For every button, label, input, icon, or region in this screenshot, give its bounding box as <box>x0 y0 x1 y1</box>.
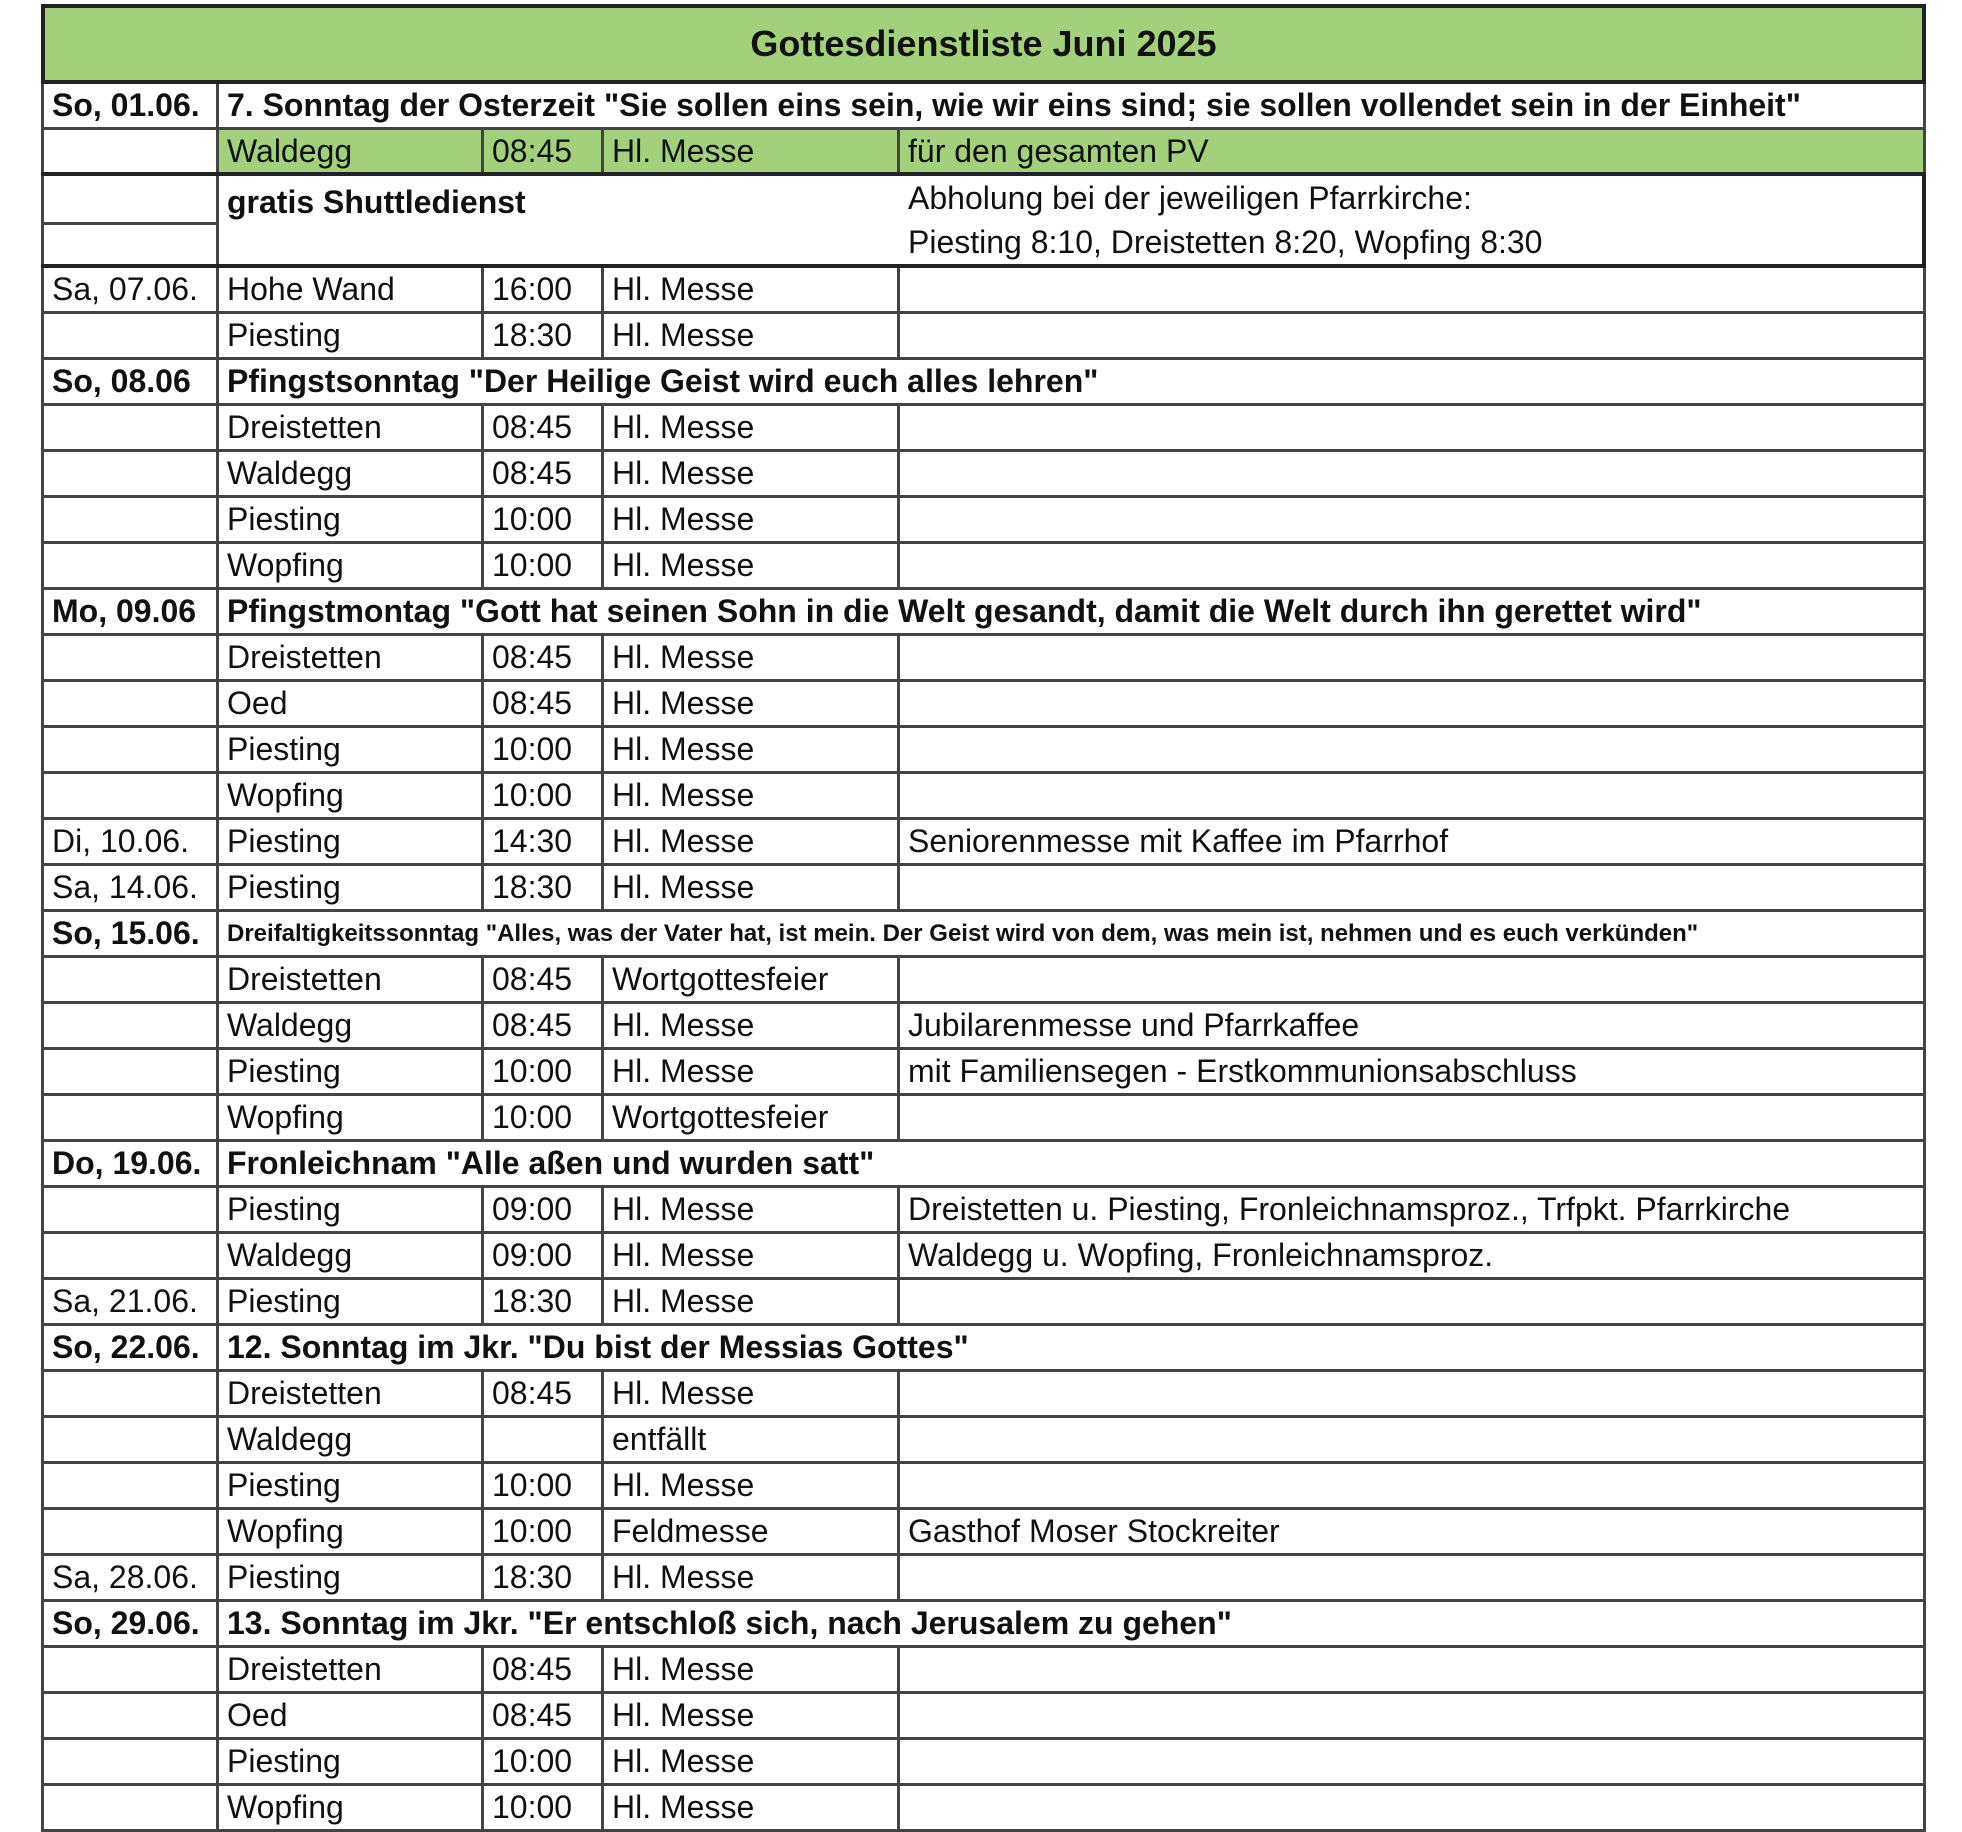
time-cell: 08:45 <box>484 958 604 1001</box>
service-row <box>41 820 1926 866</box>
date-cell <box>41 1648 219 1691</box>
time-cell: 10:00 <box>484 728 604 771</box>
location-cell: Piesting <box>219 820 484 863</box>
day-header-row <box>41 590 1926 636</box>
schedule-title: Gottesdienstliste Juni 2025 <box>41 4 1926 84</box>
service-type-cell: entfällt <box>604 1418 900 1461</box>
date-cell <box>41 1464 219 1507</box>
date-cell <box>41 958 219 1001</box>
service-row <box>41 866 1926 912</box>
service-type-cell: Hl. Messe <box>604 1648 900 1691</box>
location-cell: Waldegg <box>219 1234 484 1277</box>
note-cell <box>900 682 1926 725</box>
location-cell: Wopfing <box>219 1510 484 1553</box>
note-cell <box>900 1418 1926 1461</box>
date-cell: Sa, 14.06. <box>41 866 219 909</box>
feast-title-cell: 13. Sonntag im Jkr. "Er entschloß sich, nach Jerusalem zu gehen" <box>219 1602 1926 1645</box>
location-cell: Piesting <box>219 728 484 771</box>
date-cell: So, 15.06. <box>41 912 219 955</box>
service-type-cell: Hl. Messe <box>604 406 900 449</box>
date-cell <box>41 728 219 771</box>
service-schedule-table <box>41 4 1926 1832</box>
date-cell <box>41 1786 219 1829</box>
feast-title-cell: Pfingstmontag "Gott hat seinen Sohn in die Welt gesandt, damit die Welt durch ihn gerettet wird" <box>219 590 1926 633</box>
note-cell <box>900 866 1926 909</box>
feast-title-cell: Fronleichnam "Alle aßen und wurden satt" <box>219 1142 1926 1185</box>
service-type-cell: Hl. Messe <box>604 1188 900 1231</box>
location-cell: Wopfing <box>219 774 484 817</box>
time-cell: 08:45 <box>484 1694 604 1737</box>
time-cell: 10:00 <box>484 1464 604 1507</box>
schedule-rows <box>41 84 1926 1832</box>
service-type-cell: Hl. Messe <box>604 636 900 679</box>
time-cell: 08:45 <box>484 1648 604 1691</box>
time-cell: 08:45 <box>484 406 604 449</box>
date-cell <box>41 774 219 817</box>
service-row <box>41 1786 1926 1832</box>
location-cell: Piesting <box>219 1050 484 1093</box>
date-cell: Sa, 21.06. <box>41 1280 219 1323</box>
date-cell <box>41 1740 219 1783</box>
date-cell <box>41 1004 219 1047</box>
service-type-cell: Hl. Messe <box>604 1556 900 1599</box>
service-type-cell: Hl. Messe <box>604 268 900 311</box>
service-type-cell: Hl. Messe <box>604 544 900 587</box>
service-type-cell: Hl. Messe <box>604 774 900 817</box>
cell-divider <box>44 222 216 225</box>
service-type-cell: Hl. Messe <box>604 1050 900 1093</box>
feast-title-cell: Pfingstsonntag "Der Heilige Geist wird euch alles lehren" <box>219 360 1926 403</box>
service-type-cell: Hl. Messe <box>604 1740 900 1783</box>
time-cell: 08:45 <box>484 1372 604 1415</box>
date-cell <box>41 1694 219 1737</box>
date-cell: So, 22.06. <box>41 1326 219 1369</box>
service-type-cell: Hl. Messe <box>604 1786 900 1829</box>
date-cell: So, 01.06. <box>41 84 219 127</box>
time-cell: 10:00 <box>484 1740 604 1783</box>
service-row <box>41 1096 1926 1142</box>
service-row <box>41 1694 1926 1740</box>
date-cell <box>41 544 219 587</box>
note-cell: für den gesamten PV <box>900 130 1926 172</box>
day-header-row <box>41 1602 1926 1648</box>
location-cell: Piesting <box>219 1188 484 1231</box>
note-cell <box>900 636 1926 679</box>
service-type-cell: Hl. Messe <box>604 682 900 725</box>
time-cell: 10:00 <box>484 774 604 817</box>
date-cell <box>41 1418 219 1461</box>
time-cell: 10:00 <box>484 1050 604 1093</box>
service-type-cell: Hl. Messe <box>604 314 900 357</box>
service-type-cell: Hl. Messe <box>604 452 900 495</box>
day-header-row <box>41 84 1926 130</box>
service-row <box>41 1648 1926 1694</box>
day-header-row <box>41 360 1926 406</box>
location-cell: Oed <box>219 1694 484 1737</box>
time-cell: 16:00 <box>484 268 604 311</box>
service-row <box>41 774 1926 820</box>
service-row <box>41 1510 1926 1556</box>
note-cell <box>900 544 1926 587</box>
service-row <box>41 1372 1926 1418</box>
shuttle-info-row <box>41 176 1926 268</box>
note-cell: mit Familiensegen - Erstkommunionsabschluss <box>900 1050 1926 1093</box>
service-row <box>41 1234 1926 1280</box>
service-row <box>41 268 1926 314</box>
note-cell <box>900 1372 1926 1415</box>
day-header-row <box>41 1326 1926 1372</box>
time-cell: 08:45 <box>484 452 604 495</box>
location-cell: Piesting <box>219 1740 484 1783</box>
feast-title-cell: 12. Sonntag im Jkr. "Du bist der Messias Gottes" <box>219 1326 1926 1369</box>
shuttle-pickup-line: Abholung bei der jeweiligen Pfarrkirche: <box>908 179 1472 216</box>
note-cell <box>900 1648 1926 1691</box>
time-cell: 09:00 <box>484 1234 604 1277</box>
note-cell <box>900 728 1926 771</box>
service-row <box>41 636 1926 682</box>
service-row <box>41 958 1926 1004</box>
location-cell: Piesting <box>219 1464 484 1507</box>
time-cell: 10:00 <box>484 544 604 587</box>
location-cell: Dreistetten <box>219 636 484 679</box>
date-cell <box>41 636 219 679</box>
date-cell <box>41 1050 219 1093</box>
date-cell <box>41 1188 219 1231</box>
shuttle-details <box>900 176 1926 264</box>
note-cell <box>900 1096 1926 1139</box>
note-cell <box>900 958 1926 1001</box>
location-cell: Piesting <box>219 866 484 909</box>
feast-title-cell: 7. Sonntag der Osterzeit "Sie sollen eins sein, wie wir eins sind; sie sollen vollendet sein in der Einheit" <box>219 84 1926 127</box>
service-type-cell: Hl. Messe <box>604 1280 900 1323</box>
service-row <box>41 1050 1926 1096</box>
note-cell <box>900 498 1926 541</box>
note-cell: Seniorenmesse mit Kaffee im Pfarrhof <box>900 820 1926 863</box>
date-cell <box>41 406 219 449</box>
time-cell <box>484 1418 604 1461</box>
location-cell: Dreistetten <box>219 406 484 449</box>
location-cell: Oed <box>219 682 484 725</box>
service-row <box>41 1418 1926 1464</box>
location-cell: Hohe Wand <box>219 268 484 311</box>
time-cell: 18:30 <box>484 866 604 909</box>
service-row <box>41 1188 1926 1234</box>
date-cell <box>41 314 219 357</box>
date-cell <box>41 1234 219 1277</box>
service-row <box>41 1464 1926 1510</box>
time-cell: 18:30 <box>484 314 604 357</box>
note-cell <box>900 406 1926 449</box>
service-type-cell: Hl. Messe <box>604 728 900 771</box>
time-cell: 10:00 <box>484 1096 604 1139</box>
service-type-cell: Wortgottesfeier <box>604 958 900 1001</box>
service-type-cell: Hl. Messe <box>604 1234 900 1277</box>
service-row <box>41 1740 1926 1786</box>
highlighted-service-row <box>41 130 1926 176</box>
service-row <box>41 728 1926 774</box>
date-cell: Do, 19.06. <box>41 1142 219 1185</box>
service-row <box>41 498 1926 544</box>
service-type-cell: Hl. Messe <box>604 866 900 909</box>
note-cell <box>900 1694 1926 1737</box>
location-cell: Dreistetten <box>219 958 484 1001</box>
date-cell <box>41 130 219 172</box>
location-cell: Piesting <box>219 498 484 541</box>
date-cell: So, 29.06. <box>41 1602 219 1645</box>
date-cell <box>41 1096 219 1139</box>
service-row <box>41 682 1926 728</box>
note-cell <box>900 452 1926 495</box>
date-cell: Di, 10.06. <box>41 820 219 863</box>
location-cell: Dreistetten <box>219 1648 484 1691</box>
location-cell: Piesting <box>219 314 484 357</box>
feast-title-cell: Dreifaltigkeitssonntag "Alles, was der Vater hat, ist mein. Der Geist wird von dem, was mein ist, nehmen und es euch verkünden" <box>219 912 1926 955</box>
date-cell <box>41 682 219 725</box>
location-cell: Waldegg <box>219 1004 484 1047</box>
date-cell <box>41 1372 219 1415</box>
shuttle-times-line: Piesting 8:10, Dreistetten 8:20, Wopfing 8:30 <box>908 223 1543 260</box>
time-cell: 08:45 <box>484 130 604 172</box>
time-cell: 08:45 <box>484 1004 604 1047</box>
location-cell: Wopfing <box>219 1096 484 1139</box>
note-cell: Gasthof Moser Stockreiter <box>900 1510 1926 1553</box>
service-type-cell: Hl. Messe <box>604 1694 900 1737</box>
location-cell: Wopfing <box>219 544 484 587</box>
note-cell: Jubilarenmesse und Pfarrkaffee <box>900 1004 1926 1047</box>
service-row <box>41 1280 1926 1326</box>
service-row <box>41 1556 1926 1602</box>
location-cell: Wopfing <box>219 1786 484 1829</box>
service-type-cell: Wortgottesfeier <box>604 1096 900 1139</box>
location-cell: Waldegg <box>219 452 484 495</box>
time-cell: 18:30 <box>484 1556 604 1599</box>
date-cell: Sa, 07.06. <box>41 268 219 311</box>
time-cell: 08:45 <box>484 682 604 725</box>
note-cell <box>900 1464 1926 1507</box>
note-cell <box>900 1786 1926 1829</box>
time-cell: 18:30 <box>484 1280 604 1323</box>
location-cell: Piesting <box>219 1280 484 1323</box>
time-cell: 14:30 <box>484 820 604 863</box>
service-row <box>41 452 1926 498</box>
service-row <box>41 406 1926 452</box>
shuttle-label: gratis Shuttledienst <box>227 184 526 220</box>
service-type-cell: Hl. Messe <box>604 1004 900 1047</box>
note-cell <box>900 1280 1926 1323</box>
time-cell: 08:45 <box>484 636 604 679</box>
day-header-row <box>41 912 1926 958</box>
note-cell <box>900 314 1926 357</box>
note-cell <box>900 1740 1926 1783</box>
day-header-row <box>41 1142 1926 1188</box>
date-cell <box>41 498 219 541</box>
note-cell <box>900 268 1926 311</box>
time-cell: 09:00 <box>484 1188 604 1231</box>
date-cell <box>41 452 219 495</box>
service-row <box>41 1004 1926 1050</box>
location-cell: Waldegg <box>219 130 484 172</box>
location-cell: Dreistetten <box>219 1372 484 1415</box>
date-cell <box>41 1510 219 1553</box>
date-cell: Mo, 09.06 <box>41 590 219 633</box>
note-cell: Waldegg u. Wopfing, Fronleichnamsproz. <box>900 1234 1926 1277</box>
service-type-cell: Feldmesse <box>604 1510 900 1553</box>
service-type-cell: Hl. Messe <box>604 1372 900 1415</box>
service-type-cell: Hl. Messe <box>604 130 900 172</box>
service-type-cell: Hl. Messe <box>604 820 900 863</box>
note-cell <box>900 774 1926 817</box>
note-cell: Dreistetten u. Piesting, Fronleichnamsproz., Trfpkt. Pfarrkirche <box>900 1188 1926 1231</box>
note-cell <box>900 1556 1926 1599</box>
location-cell: Waldegg <box>219 1418 484 1461</box>
service-row <box>41 544 1926 590</box>
time-cell: 10:00 <box>484 1786 604 1829</box>
service-type-cell: Hl. Messe <box>604 498 900 541</box>
date-cell <box>41 176 219 264</box>
time-cell: 10:00 <box>484 1510 604 1553</box>
date-cell: Sa, 28.06. <box>41 1556 219 1599</box>
service-row <box>41 314 1926 360</box>
location-cell: Piesting <box>219 1556 484 1599</box>
service-type-cell: Hl. Messe <box>604 1464 900 1507</box>
date-cell: So, 08.06 <box>41 360 219 403</box>
time-cell: 10:00 <box>484 498 604 541</box>
